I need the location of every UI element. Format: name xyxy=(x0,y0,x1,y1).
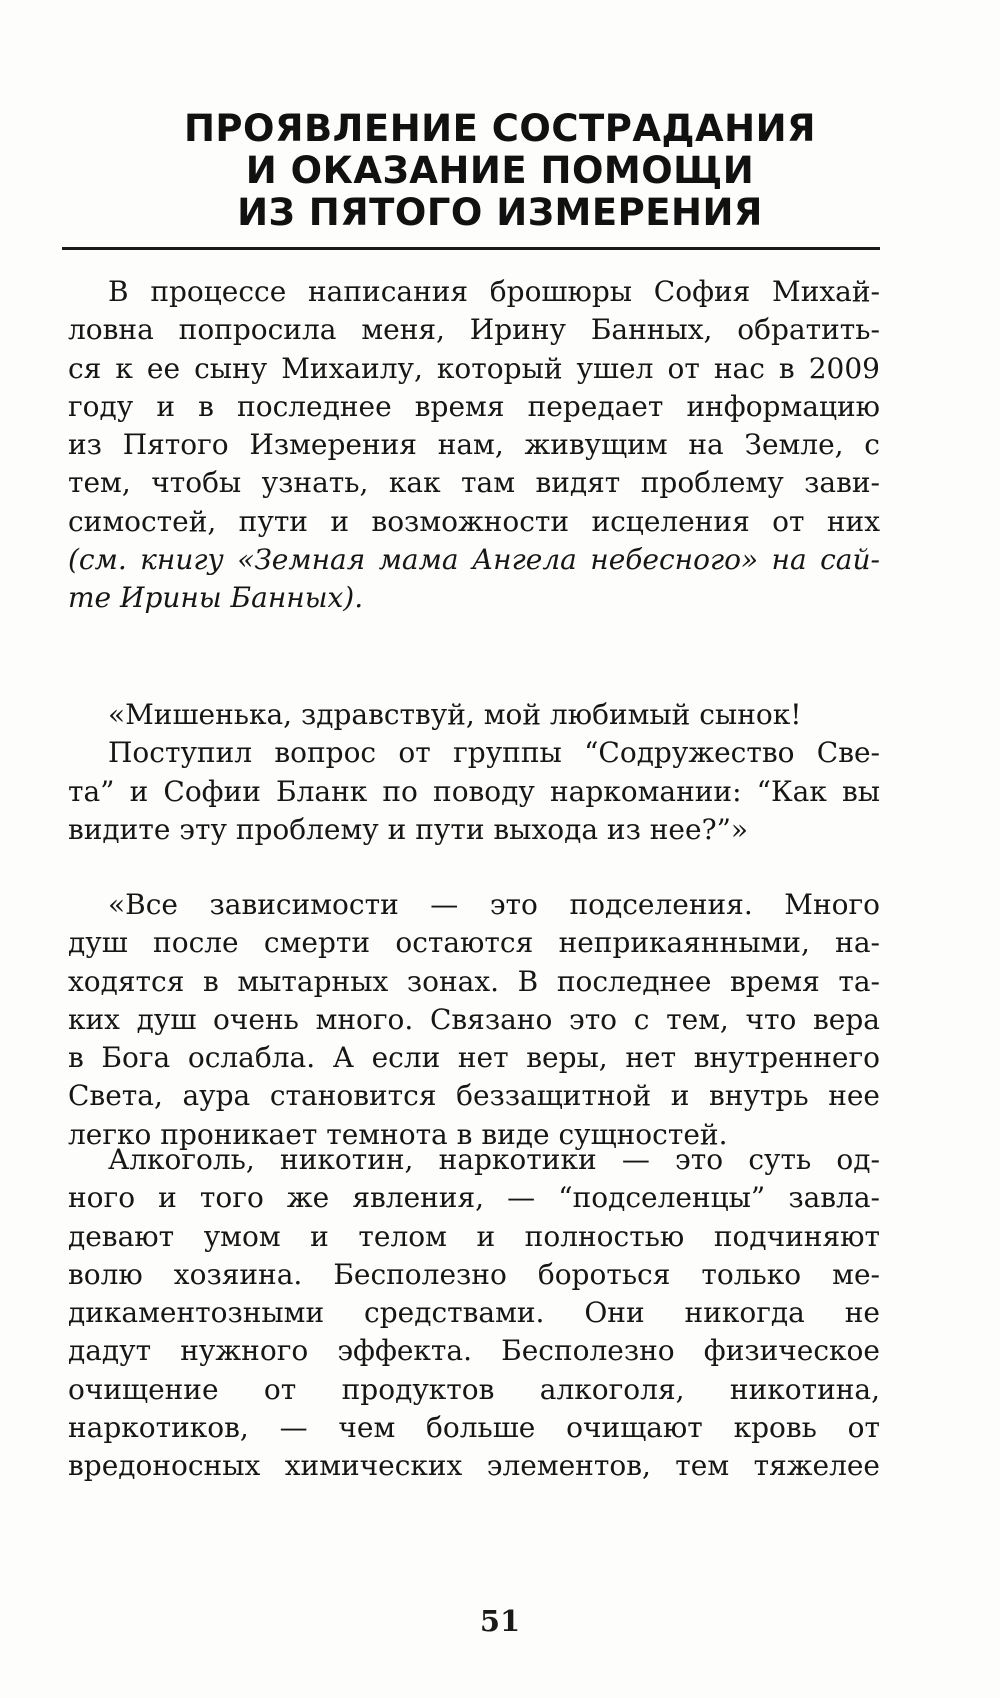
chapter-heading xyxy=(60,108,940,234)
text-line: Поступил вопрос от группы “Содружество Све- xyxy=(108,736,880,770)
heading-line-1: ПРОЯВЛЕНИЕ СОСТРАДАНИЯ xyxy=(183,107,817,150)
text-line: волю хозяина. Бесполезно бороться только ме- xyxy=(68,1257,880,1291)
text-line: В процессе написания брошюры София Михай- xyxy=(108,275,880,308)
heading-line-2: И ОКАЗАНИЕ ПОМОЩИ xyxy=(245,149,755,192)
text-line: легко проникает темнота в виде сущностей. xyxy=(68,1117,728,1151)
text-line: симостей, пути и возможности исцеления от них xyxy=(68,504,880,538)
text-line-italic: (см. книгу «Земная мама Ангела небесного» на сай- xyxy=(68,543,880,577)
text-line: дикаментозными средствами. Они никогда не xyxy=(68,1296,880,1330)
paragraph-addictions xyxy=(68,1141,880,1486)
text-line: душ после смерти остаются неприкаянными, на- xyxy=(68,926,880,960)
text-line: дадут нужного эффекта. Бесполезно физическое xyxy=(68,1334,880,1368)
text-line: из Пятого Измерения нам, живущим на Земле, с xyxy=(68,428,880,462)
paragraph-intro xyxy=(68,273,880,618)
text-line: вредоносных химических элементов, тем тяжелее xyxy=(68,1449,880,1483)
text-line-italic: те Ирины Банных). xyxy=(68,581,364,615)
text-line: году и в последнее время передает информацию xyxy=(68,389,880,423)
heading-divider xyxy=(62,247,880,250)
page-number: 51 xyxy=(479,1604,521,1638)
heading-line-3: ИЗ ПЯТОГО ИЗМЕРЕНИЯ xyxy=(237,191,763,234)
text-line: в Бога ослабла. А если нет веры, нет внутреннего xyxy=(68,1041,880,1075)
text-line: та” и Софии Бланк по поводу наркомании: “Как вы xyxy=(68,774,880,808)
text-line: наркотиков, — чем больше очищают кровь от xyxy=(68,1411,880,1445)
text-line: ловна попросила меня, Ирину Банных, обратить- xyxy=(68,313,880,347)
text-line: Света, аура становится беззащитной и внутрь нее xyxy=(68,1079,880,1113)
text-line: «Все зависимости — это подселения. Много xyxy=(108,888,880,921)
text-line: Алкоголь, никотин, наркотики — это суть од- xyxy=(108,1143,880,1176)
text-line: ного и того же явления, — “подселенцы” завла- xyxy=(68,1181,880,1215)
text-line: видите эту проблему и пути выхода из нее?”» xyxy=(68,812,749,846)
paragraph-question xyxy=(68,696,880,849)
paragraph-answer xyxy=(68,886,880,1154)
text-line: тем, чтобы узнать, как там видят проблему зави- xyxy=(68,466,880,500)
text-line: ся к ее сыну Михаилу, который ушел от нас в 2009 xyxy=(68,351,880,385)
text-line: «Мишенька, здравствуй, мой любимый сынок! xyxy=(108,698,802,731)
text-line: девают умом и телом и полностью подчиняют xyxy=(68,1219,880,1253)
text-line: ходятся в мытарных зонах. В последнее время та- xyxy=(68,964,880,998)
text-line: ких душ очень много. Связано это с тем, что вера xyxy=(68,1002,880,1036)
text-line: очищение от продуктов алкоголя, никотина, xyxy=(68,1372,880,1406)
